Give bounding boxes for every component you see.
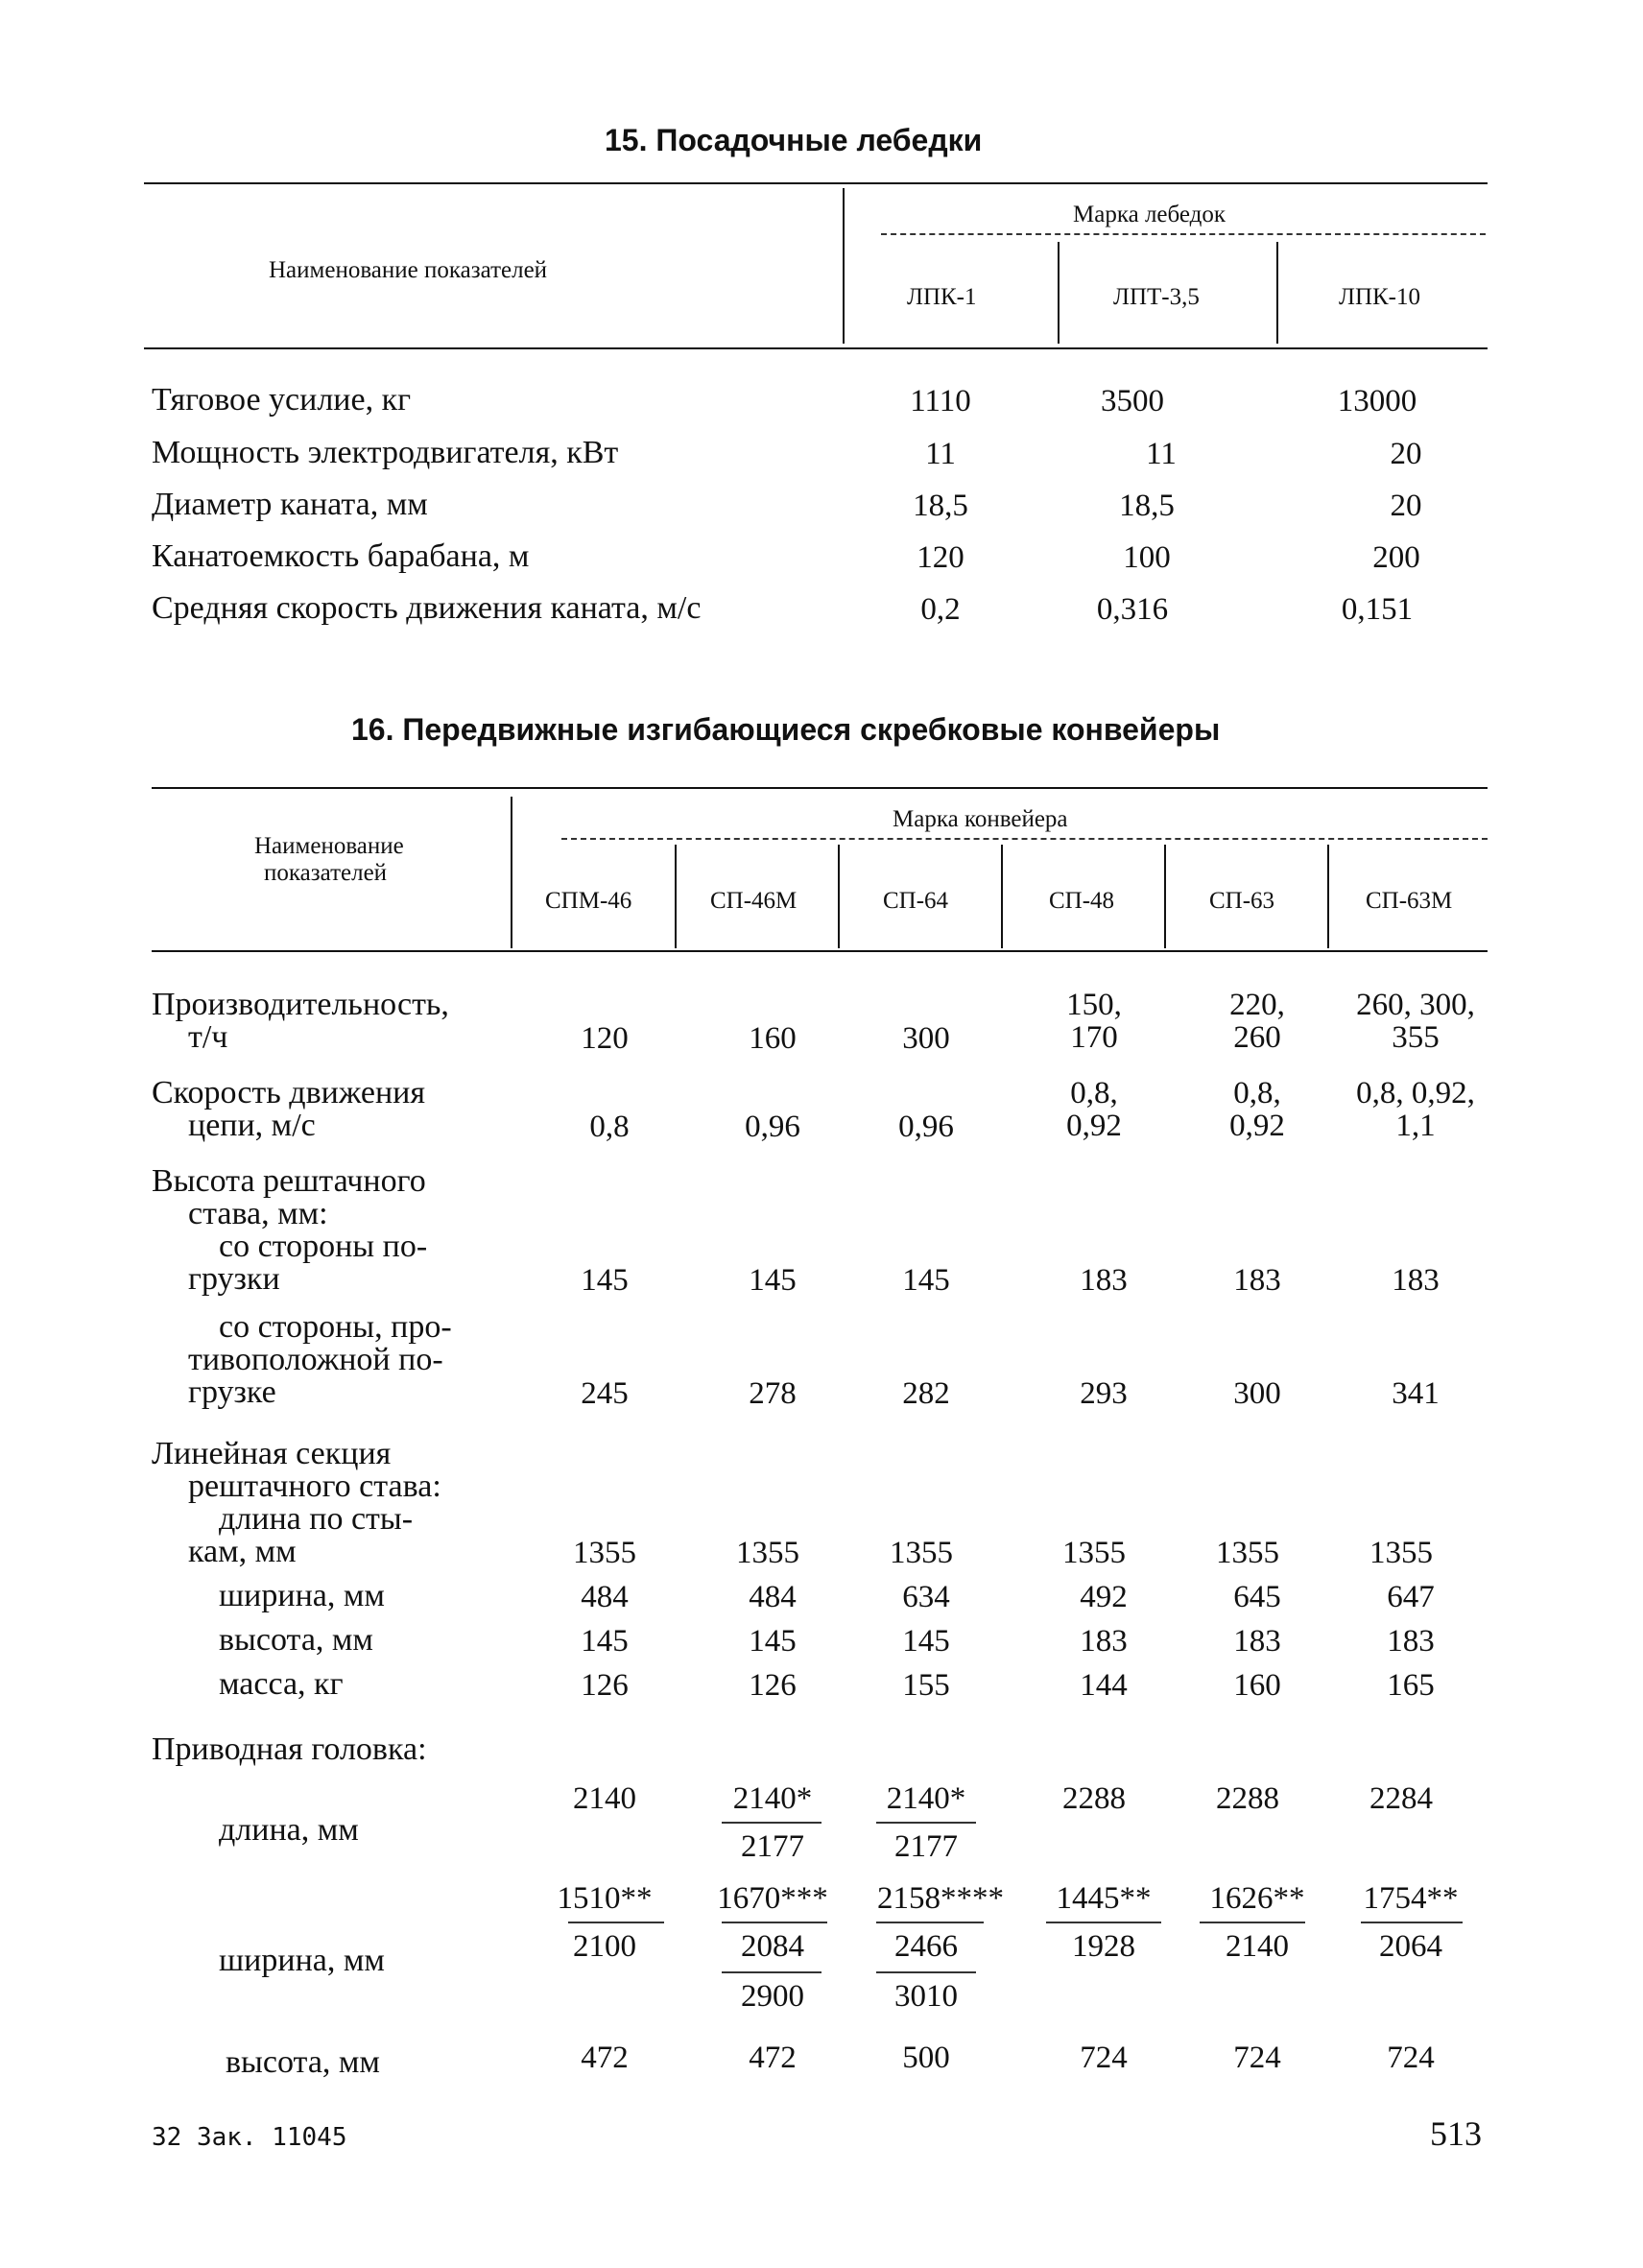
group-label-cont: рештачного става: — [188, 1468, 441, 1504]
cell: 145 — [581, 1263, 629, 1298]
cell: 282 — [902, 1376, 950, 1411]
cell: 724 — [1387, 2041, 1435, 2075]
fraction-bar — [876, 1971, 976, 1973]
cell: 1355 — [1369, 1536, 1433, 1570]
cell: 1355 — [1216, 1536, 1279, 1570]
table15-group-header: Марка лебедок — [1073, 202, 1226, 227]
cell: 484 — [581, 1580, 629, 1614]
table16-col-header-5: СП-63М — [1366, 888, 1453, 914]
table15-param-header: Наименование показателей — [269, 257, 548, 283]
table15-col-header-0: ЛПК-1 — [907, 284, 977, 310]
table16-top-rule — [152, 787, 1488, 789]
cell: 120 — [917, 540, 964, 575]
cell: 18,5 — [913, 489, 968, 523]
page-number: 513 — [1430, 2114, 1482, 2153]
fraction-bar — [1046, 1922, 1161, 1923]
cell-bottom: 2177 — [894, 1829, 958, 1864]
table15-col-header-1: ЛПТ-3,5 — [1113, 284, 1200, 310]
cell: 0,151 — [1341, 592, 1414, 627]
row-label-cont: кам, мм — [188, 1534, 297, 1569]
cell: 0,96 — [745, 1110, 800, 1144]
cell-top: 2140* — [886, 1781, 966, 1816]
cell: 145 — [581, 1624, 629, 1659]
cell-middle: 2064 — [1379, 1929, 1442, 1964]
row-label: Мощность электродвигателя, кВт — [152, 435, 619, 470]
table15-col-divider-2 — [1276, 242, 1278, 344]
cell: 293 — [1080, 1376, 1128, 1411]
cell: 724 — [1080, 2041, 1128, 2075]
cell: 220, 260 — [1229, 988, 1285, 1055]
cell: 0,96 — [898, 1110, 954, 1144]
table16-col-header-4: СП-63 — [1209, 888, 1275, 914]
cell: 0,8 — [589, 1110, 630, 1144]
cell-top: 2288 — [1216, 1781, 1279, 1816]
table16-header-rule — [152, 950, 1488, 952]
cell: 0,316 — [1096, 592, 1169, 627]
cell: 645 — [1233, 1580, 1281, 1614]
cell: 145 — [749, 1624, 797, 1659]
cell: 160 — [1233, 1668, 1281, 1703]
cell-middle: 2084 — [741, 1929, 804, 1964]
cell: 492 — [1080, 1580, 1128, 1614]
cell-top: 2288 — [1062, 1781, 1126, 1816]
row-label: длина, мм — [219, 1812, 359, 1848]
cell: 647 — [1387, 1580, 1435, 1614]
cell: 341 — [1392, 1376, 1440, 1411]
cell: 472 — [749, 2041, 797, 2075]
cell: 0,8, 0,92 — [1229, 1076, 1285, 1143]
cell-middle: 2100 — [573, 1929, 636, 1964]
cell-top: 1754** — [1363, 1881, 1459, 1916]
cell-top: 1445** — [1056, 1881, 1152, 1916]
cell: 1355 — [573, 1536, 636, 1570]
row-label-cont: грузке — [188, 1374, 276, 1410]
cell-top: 1510** — [557, 1881, 653, 1916]
group-label-cont: става, мм: — [188, 1196, 328, 1231]
row-label: Диаметр каната, мм — [152, 487, 428, 522]
cell: 145 — [902, 1624, 950, 1659]
cell: 260, 300, 355 — [1356, 988, 1475, 1055]
row-label-cont: тивоположной по- — [188, 1342, 443, 1377]
table16-col-header-0: СПМ-46 — [545, 888, 632, 914]
cell: 1355 — [736, 1536, 799, 1570]
table16-param-header-1: Наименование — [254, 833, 404, 859]
cell-top: 2284 — [1369, 1781, 1433, 1816]
fraction-bar — [722, 1922, 827, 1923]
cell: 300 — [1233, 1376, 1281, 1411]
cell: 1355 — [1062, 1536, 1126, 1570]
row-label: ширина, мм — [219, 1943, 385, 1978]
row-label: со стороны, про- — [219, 1309, 452, 1345]
cell: 183 — [1080, 1624, 1128, 1659]
table15-col-divider-1 — [1058, 242, 1060, 344]
cell: 724 — [1233, 2041, 1281, 2075]
row-label-cont: т/ч — [188, 1019, 228, 1055]
footer-order: 32 Зак. 11045 — [152, 2123, 347, 2152]
cell-middle: 1928 — [1072, 1929, 1135, 1964]
cell-top: 2140* — [732, 1781, 813, 1816]
cell: 20 — [1390, 437, 1422, 471]
cell: 300 — [902, 1021, 950, 1056]
cell: 126 — [581, 1668, 629, 1703]
cell: 3500 — [1101, 384, 1164, 418]
table15-top-rule — [144, 182, 1488, 184]
group-label: Приводная головка: — [152, 1731, 427, 1767]
row-label: высота, мм — [219, 1622, 373, 1658]
table16-title: 16. Передвижные изгибающиеся скребковые конвейеры — [351, 712, 1221, 747]
group-label: Линейная секция — [152, 1436, 392, 1471]
cell: 11 — [1146, 437, 1177, 471]
table16-col-divider-4 — [1164, 845, 1166, 948]
table16-col-divider-3 — [1001, 845, 1003, 948]
cell: 11 — [925, 437, 956, 471]
table16-col-header-3: СП-48 — [1049, 888, 1115, 914]
cell: 634 — [902, 1580, 950, 1614]
cell: 1110 — [910, 384, 971, 418]
cell: 0,8, 0,92 — [1066, 1076, 1122, 1143]
cell: 160 — [749, 1021, 797, 1056]
row-label: масса, кг — [219, 1666, 344, 1702]
cell: 126 — [749, 1668, 797, 1703]
table16-col-divider-1 — [675, 845, 677, 948]
cell: 278 — [749, 1376, 797, 1411]
row-label: Канатоемкость барабана, м — [152, 538, 530, 574]
cell: 165 — [1387, 1668, 1435, 1703]
table16-col-divider-2 — [838, 845, 840, 948]
cell: 484 — [749, 1580, 797, 1614]
row-label: длина по сты- — [219, 1501, 414, 1537]
cell: 144 — [1080, 1668, 1128, 1703]
cell: 0,8, 0,92, 1,1 — [1356, 1076, 1475, 1143]
cell-bottom: 3010 — [894, 1979, 958, 2014]
cell: 155 — [902, 1668, 950, 1703]
fraction-bar — [1361, 1922, 1463, 1923]
cell: 183 — [1392, 1263, 1440, 1298]
row-label: Средняя скорость движения каната, м/с — [152, 590, 702, 626]
table16-group-rule — [561, 838, 1488, 840]
fraction-bar — [1200, 1922, 1305, 1923]
cell: 145 — [749, 1263, 797, 1298]
cell: 183 — [1387, 1624, 1435, 1659]
table16-col-header-2: СП-64 — [883, 888, 949, 914]
cell: 18,5 — [1119, 489, 1175, 523]
cell: 472 — [581, 2041, 629, 2075]
table15-divider — [843, 188, 845, 344]
cell: 245 — [581, 1376, 629, 1411]
row-label: со стороны по- — [219, 1229, 428, 1264]
cell-middle: 2466 — [894, 1929, 958, 1964]
cell: 120 — [581, 1021, 629, 1056]
cell: 13000 — [1337, 384, 1417, 418]
table16-col-header-1: СП-46М — [710, 888, 798, 914]
table15-col-header-2: ЛПК-10 — [1339, 284, 1421, 310]
row-label-cont: грузки — [188, 1261, 280, 1297]
table16-group-header: Марка конвейера — [893, 806, 1068, 832]
row-label: Скорость движения — [152, 1075, 425, 1110]
fraction-bar — [722, 1971, 822, 1973]
table16-divider — [511, 797, 512, 948]
row-label: высота, мм — [226, 2044, 380, 2080]
table15-header-rule — [144, 347, 1488, 349]
table15-group-rule — [881, 233, 1486, 235]
row-label: Производительность, — [152, 987, 449, 1022]
cell-top: 1626** — [1209, 1881, 1305, 1916]
cell-top: 2140 — [573, 1781, 636, 1816]
cell: 150, 170 — [1066, 988, 1122, 1055]
table16-col-divider-5 — [1327, 845, 1329, 948]
cell: 183 — [1233, 1263, 1281, 1298]
row-label: Тяговое усилие, кг — [152, 382, 412, 418]
cell: 183 — [1080, 1263, 1128, 1298]
fraction-bar — [876, 1922, 984, 1923]
table16-param-header-2: показателей — [264, 860, 388, 886]
cell-middle: 2140 — [1226, 1929, 1289, 1964]
cell-bottom: 2900 — [741, 1979, 804, 2014]
fraction-bar — [876, 1822, 976, 1824]
cell: 100 — [1123, 540, 1171, 575]
cell: 200 — [1372, 540, 1420, 575]
fraction-bar — [568, 1922, 664, 1923]
cell: 20 — [1390, 489, 1422, 523]
cell-bottom: 2177 — [741, 1829, 804, 1864]
cell-top: 1670*** — [717, 1881, 828, 1916]
cell: 183 — [1233, 1624, 1281, 1659]
cell-top: 2158**** — [877, 1881, 1004, 1916]
fraction-bar — [722, 1822, 822, 1824]
cell: 0,2 — [920, 592, 961, 627]
cell: 500 — [902, 2041, 950, 2075]
group-label: Высота рештачного — [152, 1163, 426, 1199]
cell: 145 — [902, 1263, 950, 1298]
row-label-cont: цепи, м/с — [188, 1108, 316, 1143]
table15-title: 15. Посадочные лебедки — [605, 123, 983, 157]
cell: 1355 — [890, 1536, 953, 1570]
row-label: ширина, мм — [219, 1578, 385, 1613]
